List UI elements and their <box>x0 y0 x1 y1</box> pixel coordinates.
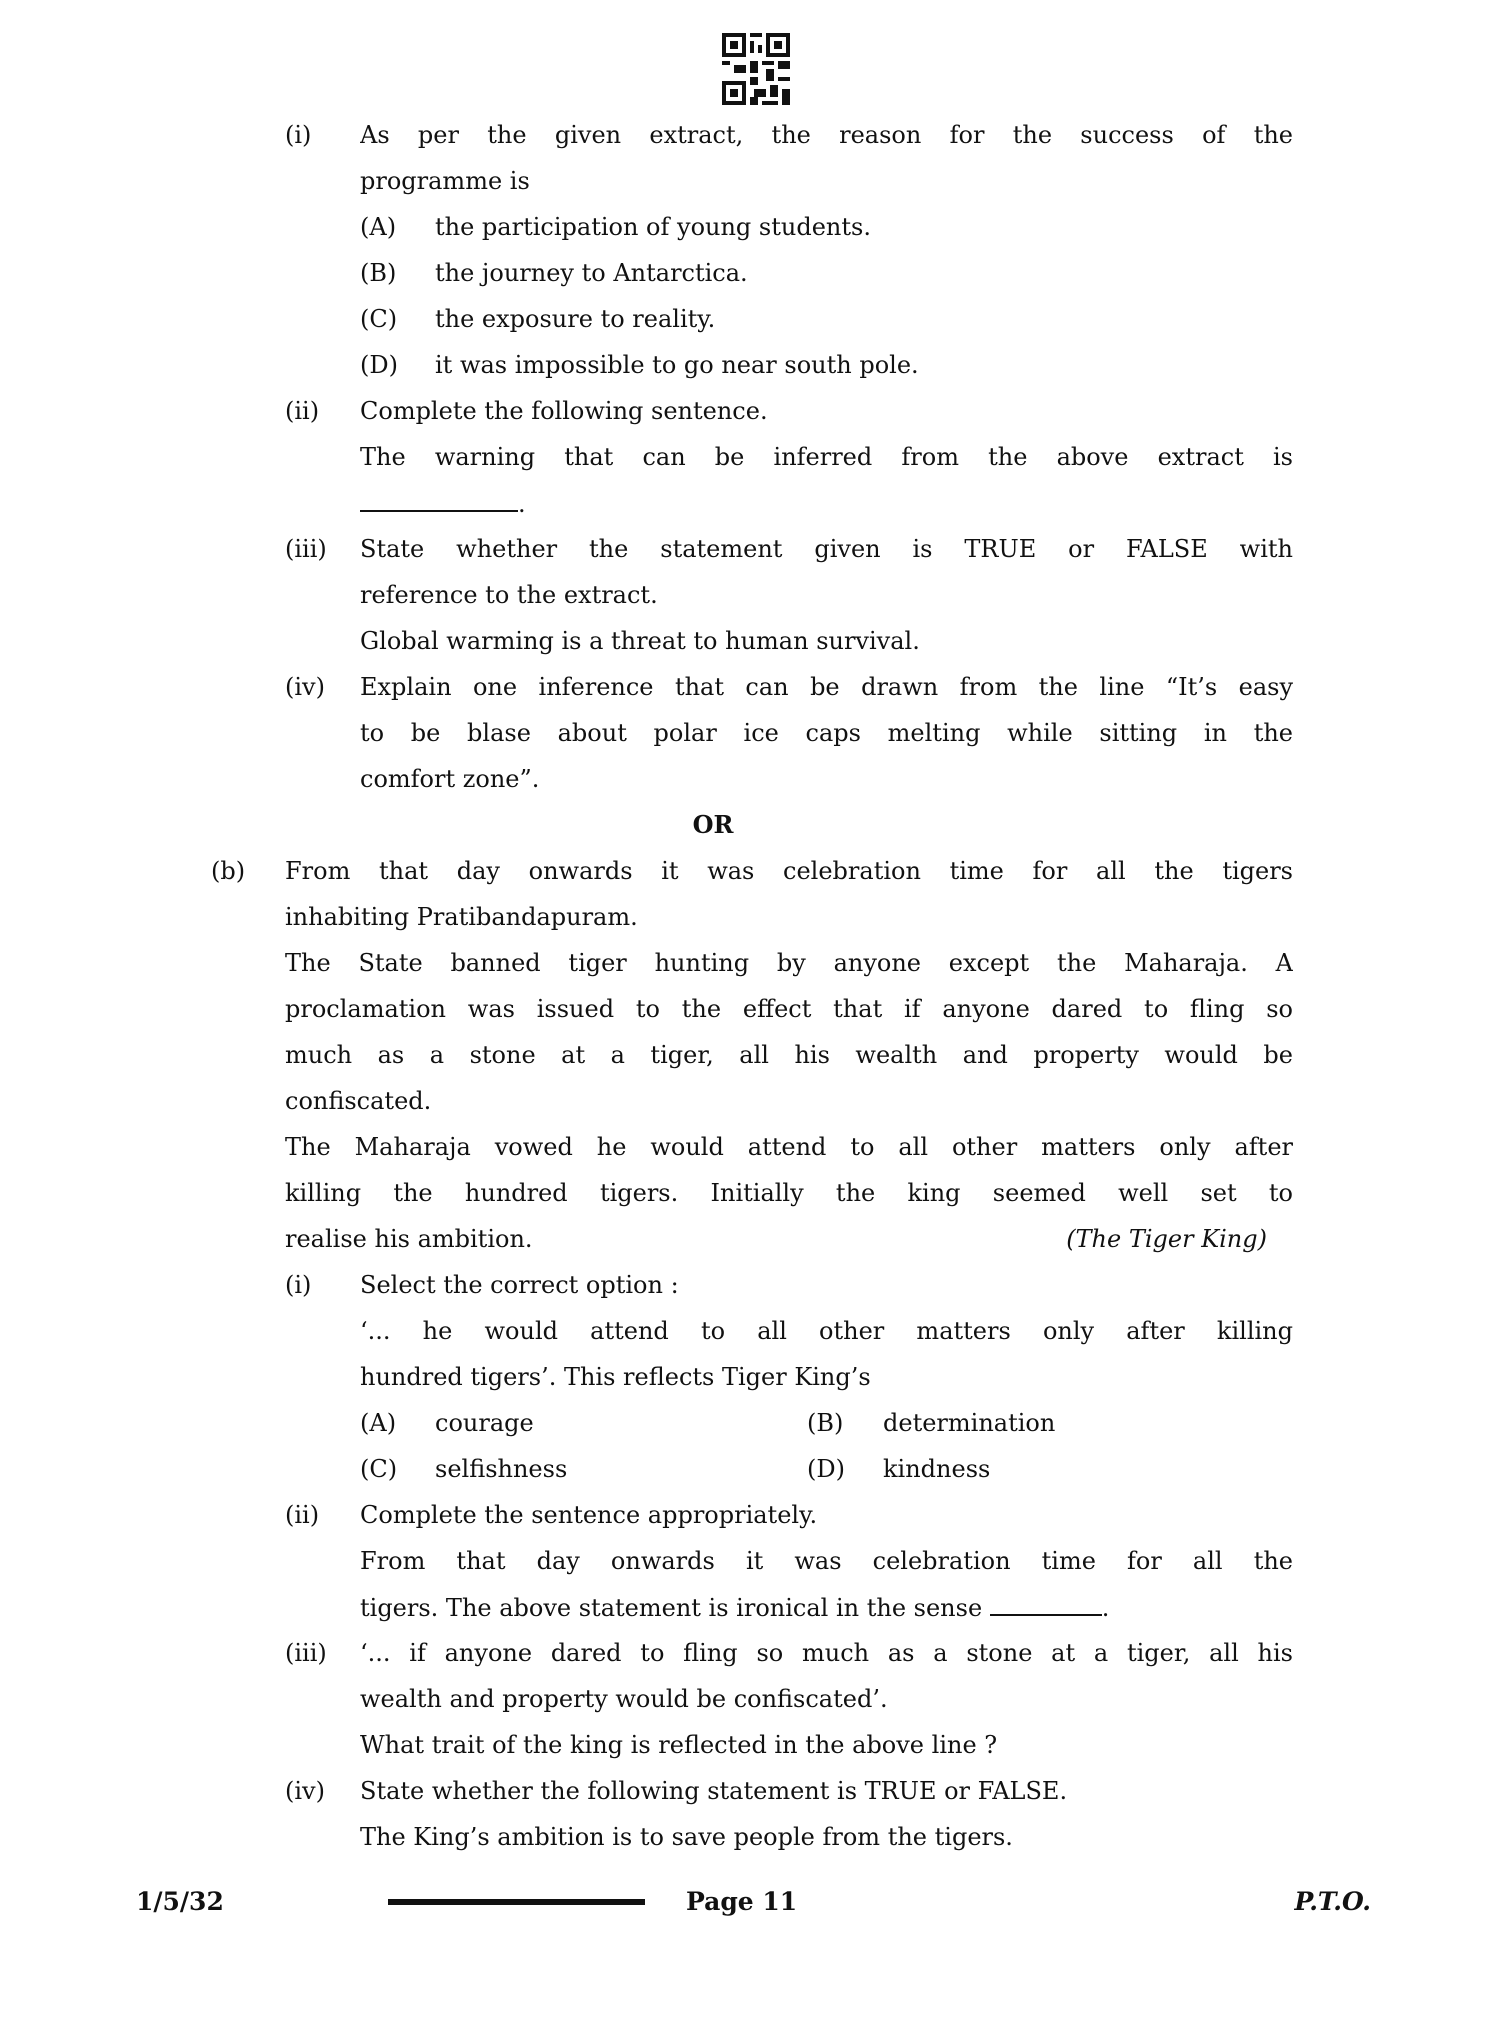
question-number: (iv) <box>285 1777 325 1805</box>
question-statement: Global warming is a threat to human survival. <box>360 627 920 655</box>
option-b <box>0 250 1505 296</box>
option-label: (A) <box>360 1409 397 1437</box>
question-text: ‘... if anyone dared to fling so much as a stone at a tiger, all his <box>360 1639 1293 1667</box>
question-text: wealth and property would be confiscated’. <box>360 1685 888 1713</box>
question-text: Complete the sentence appropriately. <box>360 1501 818 1529</box>
question-a-i <box>0 112 1505 158</box>
question-b-i <box>0 1262 1505 1308</box>
punctuation: . <box>1101 1594 1110 1622</box>
option-text: the journey to Antarctica. <box>435 259 748 287</box>
question-number: (i) <box>285 121 312 149</box>
option-text: the participation of young students. <box>435 213 871 241</box>
question-number: (iii) <box>285 1639 327 1667</box>
question-b-iv <box>0 1768 1505 1814</box>
option-c-text: selfishness <box>435 1455 568 1483</box>
question-text: As per the given extract, the reason for the success of the <box>360 121 1293 149</box>
passage-source: (The Tiger King) <box>1066 1225 1267 1253</box>
footer-rule <box>388 1899 645 1905</box>
option-b-text: determination <box>883 1409 1056 1437</box>
passage-line: inhabiting Pratibandapuram. <box>285 903 638 931</box>
question-a-iii <box>0 526 1505 572</box>
question-text: The warning that can be inferred from the above extract is <box>360 443 1293 471</box>
question-text: hundred tigers’. This reflects Tiger King’s <box>360 1363 871 1391</box>
question-number: (i) <box>285 1271 312 1299</box>
question-text: State whether the following statement is TRUE or FALSE. <box>360 1777 1068 1805</box>
question-text: What trait of the king is reflected in the above line ? <box>360 1731 998 1759</box>
passage-line: confiscated. <box>285 1087 432 1115</box>
question-a-ii <box>0 388 1505 434</box>
passage-line: proclamation was issued to the effect that if anyone dared to fling so <box>285 995 1293 1023</box>
question-text: From that day onwards it was celebration time for all the <box>360 1547 1293 1575</box>
question-text: Select the correct option : <box>360 1271 679 1299</box>
question-statement: The King’s ambition is to save people from the tigers. <box>360 1823 1013 1851</box>
option-label: (A) <box>360 213 397 241</box>
question-text: Complete the following sentence. <box>360 397 768 425</box>
question-text: comfort zone”. <box>360 765 540 793</box>
option-a <box>0 204 1505 250</box>
paper-code: 1/5/32 <box>136 1887 224 1916</box>
passage-line: The State banned tiger hunting by anyone except the Maharaja. A <box>285 949 1293 977</box>
passage-b <box>0 848 1505 894</box>
section-label: (b) <box>211 857 246 885</box>
option-label: (D) <box>807 1455 845 1483</box>
question-content <box>0 112 1505 1860</box>
option-c <box>0 296 1505 342</box>
option-label: (B) <box>807 1409 844 1437</box>
option-a-text: courage <box>435 1409 534 1437</box>
question-text: reference to the extract. <box>360 581 658 609</box>
passage-line: realise his ambition. <box>285 1225 533 1253</box>
answer-blank <box>990 1584 1102 1616</box>
question-text: programme is <box>360 167 530 195</box>
answer-blank <box>360 480 518 512</box>
option-label: (D) <box>360 351 398 379</box>
punctuation: . <box>518 490 526 518</box>
option-label: (C) <box>360 305 398 333</box>
page-number: Page 11 <box>686 1887 798 1916</box>
question-text: Explain one inference that can be drawn from the line “It’s easy <box>360 673 1293 701</box>
question-b-iii <box>0 1630 1505 1676</box>
passage-line: killing the hundred tigers. Initially the king seemed well set to <box>285 1179 1293 1207</box>
option-text: it was impossible to go near south pole. <box>435 351 919 379</box>
option-label: (B) <box>360 259 397 287</box>
question-number: (ii) <box>285 397 320 425</box>
question-text: tigers. The above statement is ironical in the sense <box>360 1594 983 1622</box>
passage-line: The Maharaja vowed he would attend to all other matters only after <box>285 1133 1293 1161</box>
or-divider: OR <box>692 810 734 839</box>
passage-line: much as a stone at a tiger, all his wealth and property would be <box>285 1041 1293 1069</box>
pto-label: P.T.O. <box>1294 1887 1371 1916</box>
option-label: (C) <box>360 1455 398 1483</box>
option-text: the exposure to reality. <box>435 305 716 333</box>
question-text: State whether the statement given is TRUE or FALSE with <box>360 535 1293 563</box>
question-a-iv <box>0 664 1505 710</box>
question-b-ii <box>0 1492 1505 1538</box>
option-d <box>0 342 1505 388</box>
question-number: (ii) <box>285 1501 320 1529</box>
question-text: to be blase about polar ice caps melting while sitting in the <box>360 719 1293 747</box>
question-text: ‘... he would attend to all other matters only after killing <box>360 1317 1293 1345</box>
passage-line: From that day onwards it was celebration time for all the tigers <box>285 857 1293 885</box>
question-number: (iv) <box>285 673 325 701</box>
question-number: (iii) <box>285 535 327 563</box>
option-d-text: kindness <box>883 1455 991 1483</box>
qr-code <box>722 33 790 105</box>
